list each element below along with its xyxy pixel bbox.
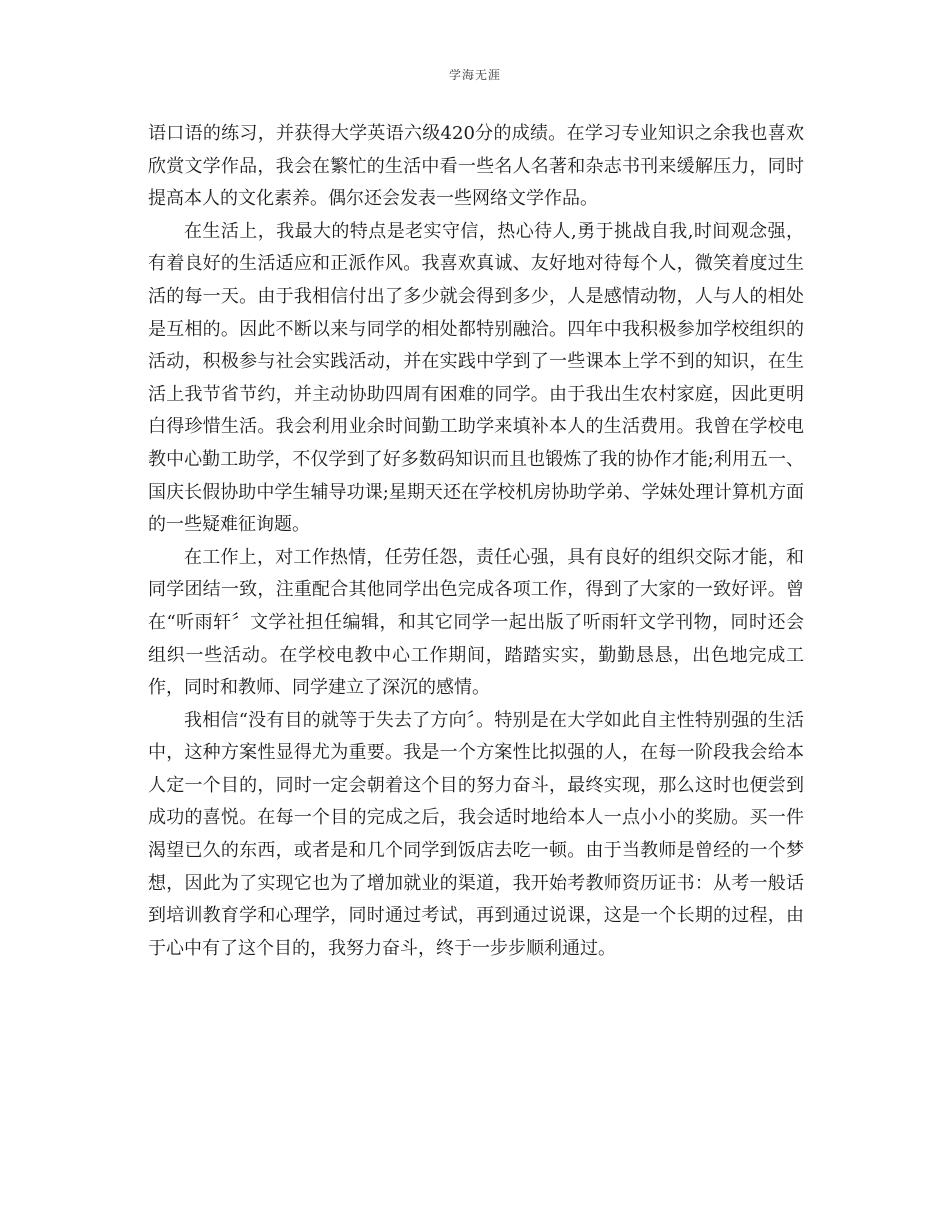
paragraph-goals: 我相信“没有目的就等于失去了方向〞。特别是在大学如此自主性特别强的生活中，这种方案性显得尤为重要。我是一个方案性比拟强的人，在每一阶段我会给本人定一个目的，同时一定会朝着这个目的努力奋斗，最终实现，那么这时也便尝到成功的喜悦。在每一个目的完成之后，我会适时地给本人一点小小的奖励。买一件渴望已久的东西，或者是和几个同学到饭店去吃一顿。由于当教师是曾经的一个梦想，因此为了实现它也为了增加就业的渠道，我开始考教师资历证书：从考一般话到培训教育学和心理学，同时通过考试，再到通过说课，这是一个长期的过程，由于心中有了这个目的，我努力奋斗，终于一步步顺利通过。 [148, 709, 804, 959]
document-body [148, 118, 804, 965]
paragraph-life: 在生活上，我最大的特点是老实守信，热心待人,勇于挑战自我,时间观念强，有着良好的生活适应和正派作风。我喜欢真诚、友好地对待每个人，微笑着度过生活的每一天。由于我相信付出了多少就会得到多少，人是感情动物，人与人的相处是互相的。因此不断以来与同学的相处都特别融洽。四年中我积极参加学校组织的活动，积极参与社会实践活动，并在实践中学到了一些课本上学不到的知识，在生活上我节省节约，并主动协助四周有困难的同学。由于我出生农村家庭，因此更明白得珍惜生活。我会利用业余时间勤工助学来填补本人的生活费用。我曾在学校电教中心勤工助学，不仅学到了好多数码知识而且也锻炼了我的协作才能;利用五一、国庆长假协助中学生辅导功课;星期天还在学校机房协助学弟、学妹处理计算机方面的一些疑难征询题。 [148, 220, 804, 536]
paragraph-continuation: 语口语的练习，并获得大学英语六级420分的成绩。在学习专业知识之余我也喜欢欣赏文学作品，我会在繁忙的生活中看一些名人名著和杂志书刊来缓解压力，同时提高本人的文化素养。偶尔还会发表一些网络文学作品。 [148, 123, 804, 210]
paragraph-work: 在工作上，对工作热情，任劳任怨，责任心强，具有良好的组织交际才能，和同学团结一致，注重配合其他同学出色完成各项工作，得到了大家的一致好评。曾在“听雨轩〞文学社担任编辑，和其它同学一起出版了听雨轩文学刊物，同时还会组织一些活动。在学校电教中心工作期间，踏踏实实，勤勤恳恳，出色地完成工作，同时和教师、同学建立了深沉的感情。 [148, 546, 804, 699]
page-header: 学海无涯 [448, 68, 501, 82]
